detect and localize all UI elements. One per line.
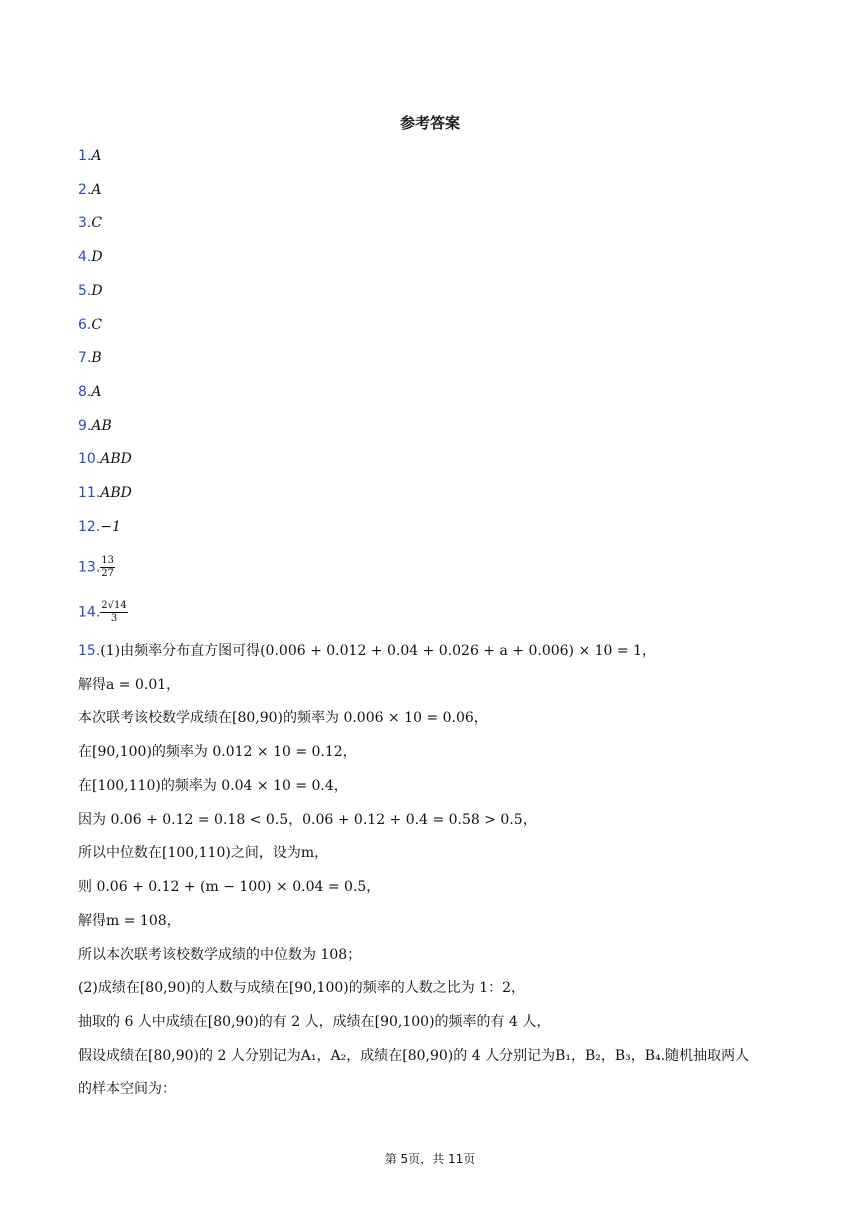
answer-value: ABD (100, 485, 132, 501)
solution-line (78, 810, 798, 830)
solution-line (78, 877, 798, 897)
answer-number: 5. (78, 282, 92, 299)
solution-text: 抽取的 6 人中成绩在[80,90)的有 2 人，成绩在[90,100)的频率的有 4 人， (78, 1014, 551, 1030)
solution-line (78, 776, 798, 796)
answer-number: 15. (78, 643, 101, 659)
solution-line (78, 675, 798, 695)
answer-value: ABD (100, 451, 132, 468)
solution-text: 本次联考该校数学成绩在[80,90)的频率为 0.006 × 10 = 0.06， (78, 710, 488, 726)
answer-7 (78, 348, 798, 368)
answer-number: 14. (78, 604, 101, 621)
answer-value: C (91, 215, 103, 232)
solution-line (78, 945, 798, 965)
answer-number: 7. (78, 350, 92, 367)
answer-number: 12. (78, 518, 101, 535)
solution-text: 解得m = 108， (78, 913, 181, 929)
answer-10 (78, 449, 798, 469)
solution-line (78, 843, 798, 863)
answer-value: A (91, 383, 102, 400)
answer-value: C (91, 316, 103, 333)
answer-value: AB (91, 417, 112, 434)
answer-12 (78, 517, 798, 537)
solution-text: (1)由频率分布直方图可得(0.006 + 0.012 + 0.04 + 0.026 + a + 0.006) × 10 = 1， (100, 643, 656, 659)
solution-line (78, 742, 798, 762)
answer-5 (78, 281, 798, 301)
answer-value: −1 (100, 518, 121, 535)
answer-4 (78, 247, 798, 267)
solution-line (78, 708, 798, 728)
answer-13 (78, 555, 798, 580)
answer-value: D (91, 249, 103, 266)
solution-text: 所以本次联考该校数学成绩的中位数为 108； (78, 947, 362, 963)
fraction: $\frac{13}{27}$ (101, 555, 114, 579)
answer-number: 3. (78, 215, 92, 232)
answer-number: 9. (78, 417, 92, 434)
answer-number: 11. (78, 485, 101, 501)
solution-text: 在[90,100)的频率为 0.012 × 10 = 0.12， (78, 744, 357, 760)
fraction: $\frac{2√14}{3}$ (101, 600, 127, 624)
answer-value: A (91, 181, 102, 198)
answer-1 (78, 146, 798, 166)
solution-line (78, 1012, 798, 1032)
answer-9 (78, 416, 798, 436)
solution-text: 假设成绩在[80,90)的 2 人分别记为A₁，A₂，成绩在[80,90)的 4 人分别记为B₁，B₂，B₃，B₄.随机抽取两人 (78, 1048, 750, 1064)
answer-value: D (91, 282, 103, 299)
answer-number: 6. (78, 316, 92, 333)
solution-line (78, 978, 798, 998)
solution-line (78, 1046, 798, 1066)
solution-text: 所以中位数在[100,110)之间，设为m， (78, 845, 329, 861)
answer-value: B (91, 350, 102, 367)
solution-text: 在[100,110)的频率为 0.04 × 10 = 0.4， (78, 778, 348, 794)
answer-number: 13. (78, 559, 101, 576)
solution-text: (2)成绩在[80,90)的人数与成绩在[90,100)的频率的人数之比为 1：2， (78, 980, 526, 996)
solution-text: 则 0.06 + 0.12 + (m − 100) × 0.04 = 0.5， (78, 879, 381, 895)
answer-number: 1. (78, 148, 92, 164)
page-footer: 第 5页，共 11页 (384, 1152, 476, 1166)
answer-14 (78, 600, 798, 625)
solution-line (78, 911, 798, 931)
solution-line (78, 641, 798, 661)
answer-number: 4. (78, 249, 92, 266)
answer-8 (78, 382, 798, 402)
answer-11 (78, 483, 798, 503)
solution-text: 因为 0.06 + 0.12 = 0.18 < 0.5，0.06 + 0.12 + 0.4 = 0.58 > 0.5， (78, 812, 537, 828)
answer-number: 10. (78, 451, 101, 468)
solution-text: 解得a = 0.01， (78, 677, 181, 693)
answer-number: 2. (78, 181, 92, 198)
page-title: 参考答案 (399, 114, 460, 132)
answer-3 (78, 213, 798, 233)
answer-6 (78, 315, 798, 335)
solution-text: 的样本空间为： (78, 1081, 176, 1097)
answer-value: A (91, 148, 102, 164)
answer-number: 8. (78, 383, 92, 400)
answer-2 (78, 180, 798, 200)
solution-line (78, 1079, 798, 1099)
